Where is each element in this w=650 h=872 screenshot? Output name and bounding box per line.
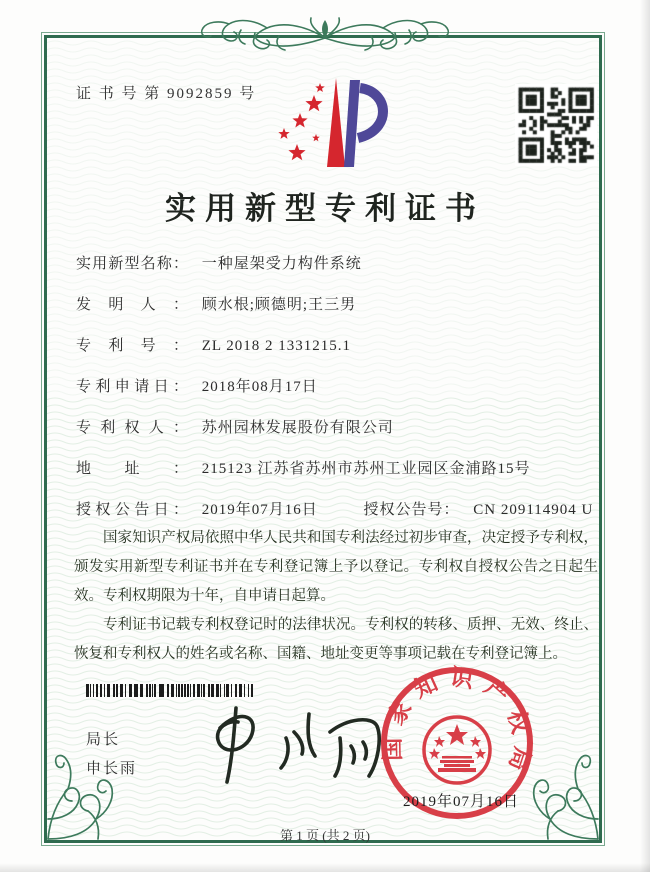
page-footer: 第 1 页 (共 2 页) <box>280 828 370 843</box>
director-signature <box>190 702 385 792</box>
field-value: ZL 2018 2 1331215.1 <box>201 338 352 354</box>
field-label: 专利申请日： <box>76 379 188 395</box>
fields-list <box>76 252 595 539</box>
director-name: 申长雨 <box>86 761 138 777</box>
barcode <box>86 684 254 697</box>
field-label: 专利权人： <box>76 420 188 436</box>
field-row-grant <box>76 498 595 523</box>
grant-date-label: 授权公告日： <box>76 502 188 518</box>
field-value: 一种屋架受力构件系统 <box>201 256 362 272</box>
logo-purple-bar <box>344 80 360 167</box>
field-row-filing-date <box>76 375 595 400</box>
qr-code <box>515 84 597 166</box>
certificate-number: 证 书 号 第 9092859 号 <box>76 86 257 102</box>
seal-national-emblem <box>424 717 490 783</box>
director-block <box>86 726 137 784</box>
legal-paragraph-1: 国家知识产权局依照中华人民共和国专利法经过初步审查，决定授予专利权，颁发实用新型专利证书并在专利登记簿上予以登记。专利权自授权公告之日起生效。专利权期限为十年，自申请日起算。 <box>74 530 598 604</box>
grant-no-value: CN 209114904 U <box>473 502 594 518</box>
field-label: 专利号： <box>76 338 188 354</box>
field-row-name <box>76 252 595 277</box>
field-value: 顾水根;顾德明;王三男 <box>201 297 357 313</box>
cnipa-logo <box>270 74 390 174</box>
field-value: 215123 江苏省苏州市苏州工业园区金浦路15号 <box>201 461 531 477</box>
certificate-title: 实用新型专利证书 <box>165 191 485 226</box>
field-row-address <box>76 457 595 482</box>
grant-no-label: 授权公告号： <box>363 502 460 518</box>
field-value: 苏州园林发展股份有限公司 <box>201 420 394 436</box>
field-label: 发明人： <box>76 297 188 313</box>
logo-purple-bowl <box>358 88 383 138</box>
logo-red-spire <box>327 78 345 167</box>
legal-paragraph-2: 专利证书记载专利权登记时的法律状况。专利权的转移、质押、无效、终止、恢复和专利权人的姓名或名称、国籍、地址变更等事项记载在专利登记簿上。 <box>74 617 598 662</box>
seal-text: 国家知识产权局 <box>379 664 536 784</box>
field-label: 实用新型名称： <box>76 256 188 272</box>
grant-date-value: 2019年07月16日 <box>201 502 318 518</box>
field-row-patentee <box>76 416 595 441</box>
director-title: 局长 <box>86 732 121 748</box>
seal-date: 2019年07月16日 <box>403 794 520 810</box>
legal-text <box>74 524 598 669</box>
field-row-inventors <box>76 293 595 318</box>
field-value: 2018年08月17日 <box>201 379 318 395</box>
field-label: 地址： <box>76 461 188 477</box>
field-row-patent-no <box>76 334 595 359</box>
